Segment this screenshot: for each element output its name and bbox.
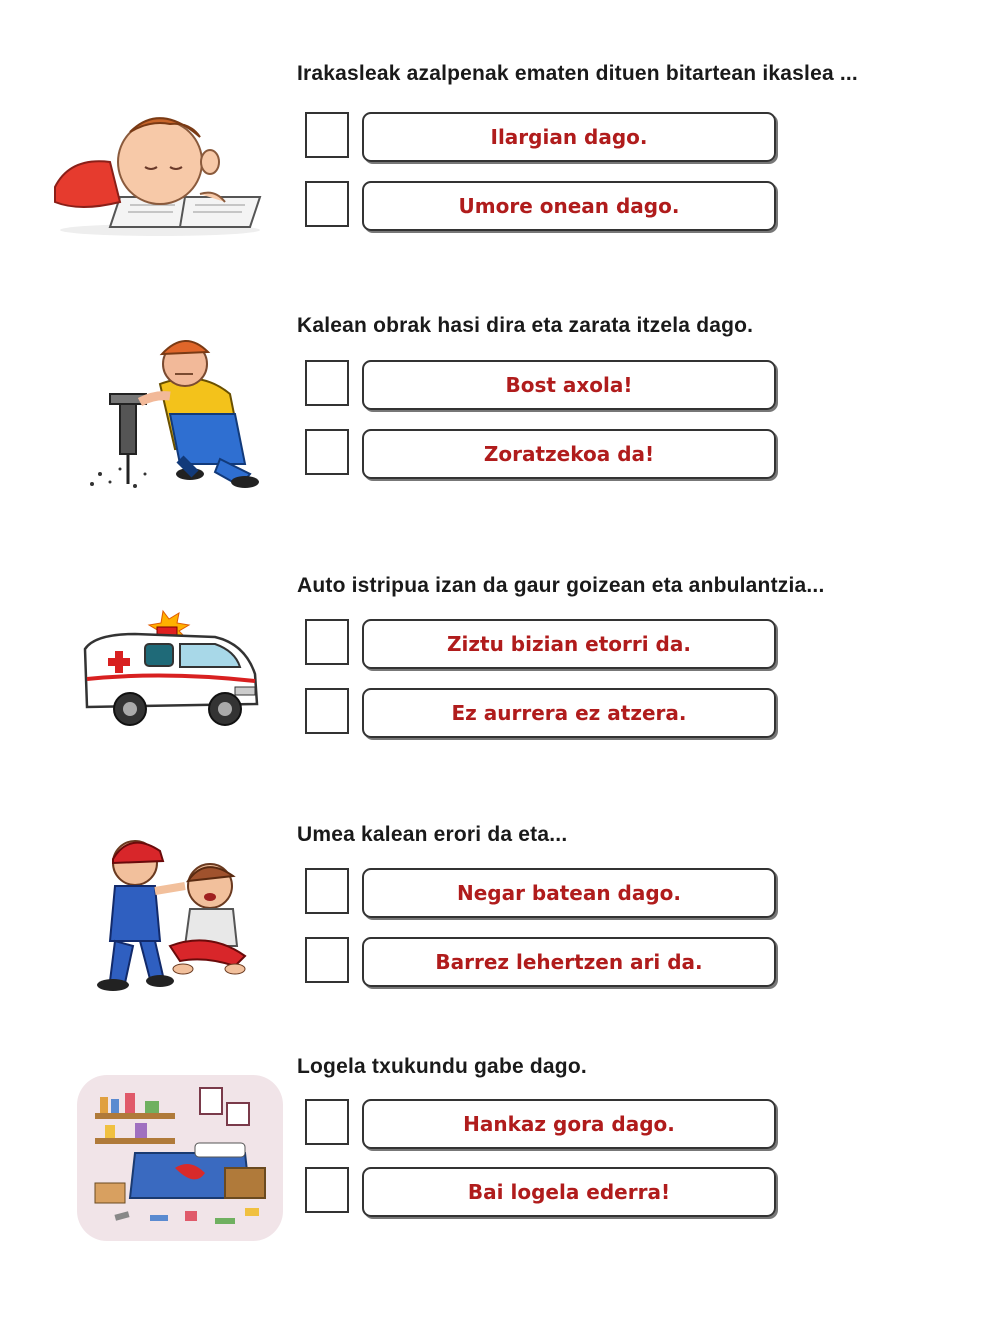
answer-checkbox[interactable] [305,112,349,158]
answer-option[interactable]: Negar batean dago. [362,868,776,918]
question-3 [0,574,1000,774]
option-row [305,429,785,481]
question-1 [0,62,1000,262]
worker-jackhammer-illustration [80,324,270,494]
child-crying-illustration [85,831,255,996]
messy-bedroom-illustration [75,1073,285,1243]
answer-checkbox[interactable] [305,429,349,475]
question-2 [0,314,1000,514]
option-row [305,181,785,233]
question-prompt: Logela txukundu gabe dago. [297,1055,587,1078]
answer-option[interactable]: Barrez lehertzen ari da. [362,937,776,987]
answer-option[interactable]: Ez aurrera ez atzera. [362,688,776,738]
option-row [305,1099,785,1151]
question-prompt: Irakasleak azalpenak ematen dituen bitartean ikaslea ... [297,62,858,85]
option-row [305,112,785,164]
answer-option[interactable]: Umore onean dago. [362,181,776,231]
option-row [305,619,785,671]
answer-checkbox[interactable] [305,619,349,665]
answer-checkbox[interactable] [305,1167,349,1213]
answer-checkbox[interactable] [305,868,349,914]
option-row [305,937,785,989]
answer-checkbox[interactable] [305,181,349,227]
answer-option[interactable]: Ziztu bizian etorri da. [362,619,776,669]
question-prompt: Auto istripua izan da gaur goizean eta anbulantzia... [297,574,825,597]
ambulance-illustration [75,599,275,739]
option-row [305,688,785,740]
option-row [305,1167,785,1219]
answer-option[interactable]: Ilargian dago. [362,112,776,162]
question-5 [0,1055,1000,1255]
question-4 [0,823,1000,1023]
question-prompt: Kalean obrak hasi dira eta zarata itzela dago. [297,314,754,337]
option-row [305,360,785,412]
answer-option[interactable]: Bai logela ederra! [362,1167,776,1217]
option-row [305,868,785,920]
answer-checkbox[interactable] [305,360,349,406]
question-prompt: Umea kalean erori da eta... [297,823,568,846]
answer-checkbox[interactable] [305,688,349,734]
answer-option[interactable]: Zoratzekoa da! [362,429,776,479]
answer-option[interactable]: Hankaz gora dago. [362,1099,776,1149]
answer-checkbox[interactable] [305,937,349,983]
answer-option[interactable]: Bost axola! [362,360,776,410]
answer-checkbox[interactable] [305,1099,349,1145]
sleeping-student-illustration [50,102,280,262]
